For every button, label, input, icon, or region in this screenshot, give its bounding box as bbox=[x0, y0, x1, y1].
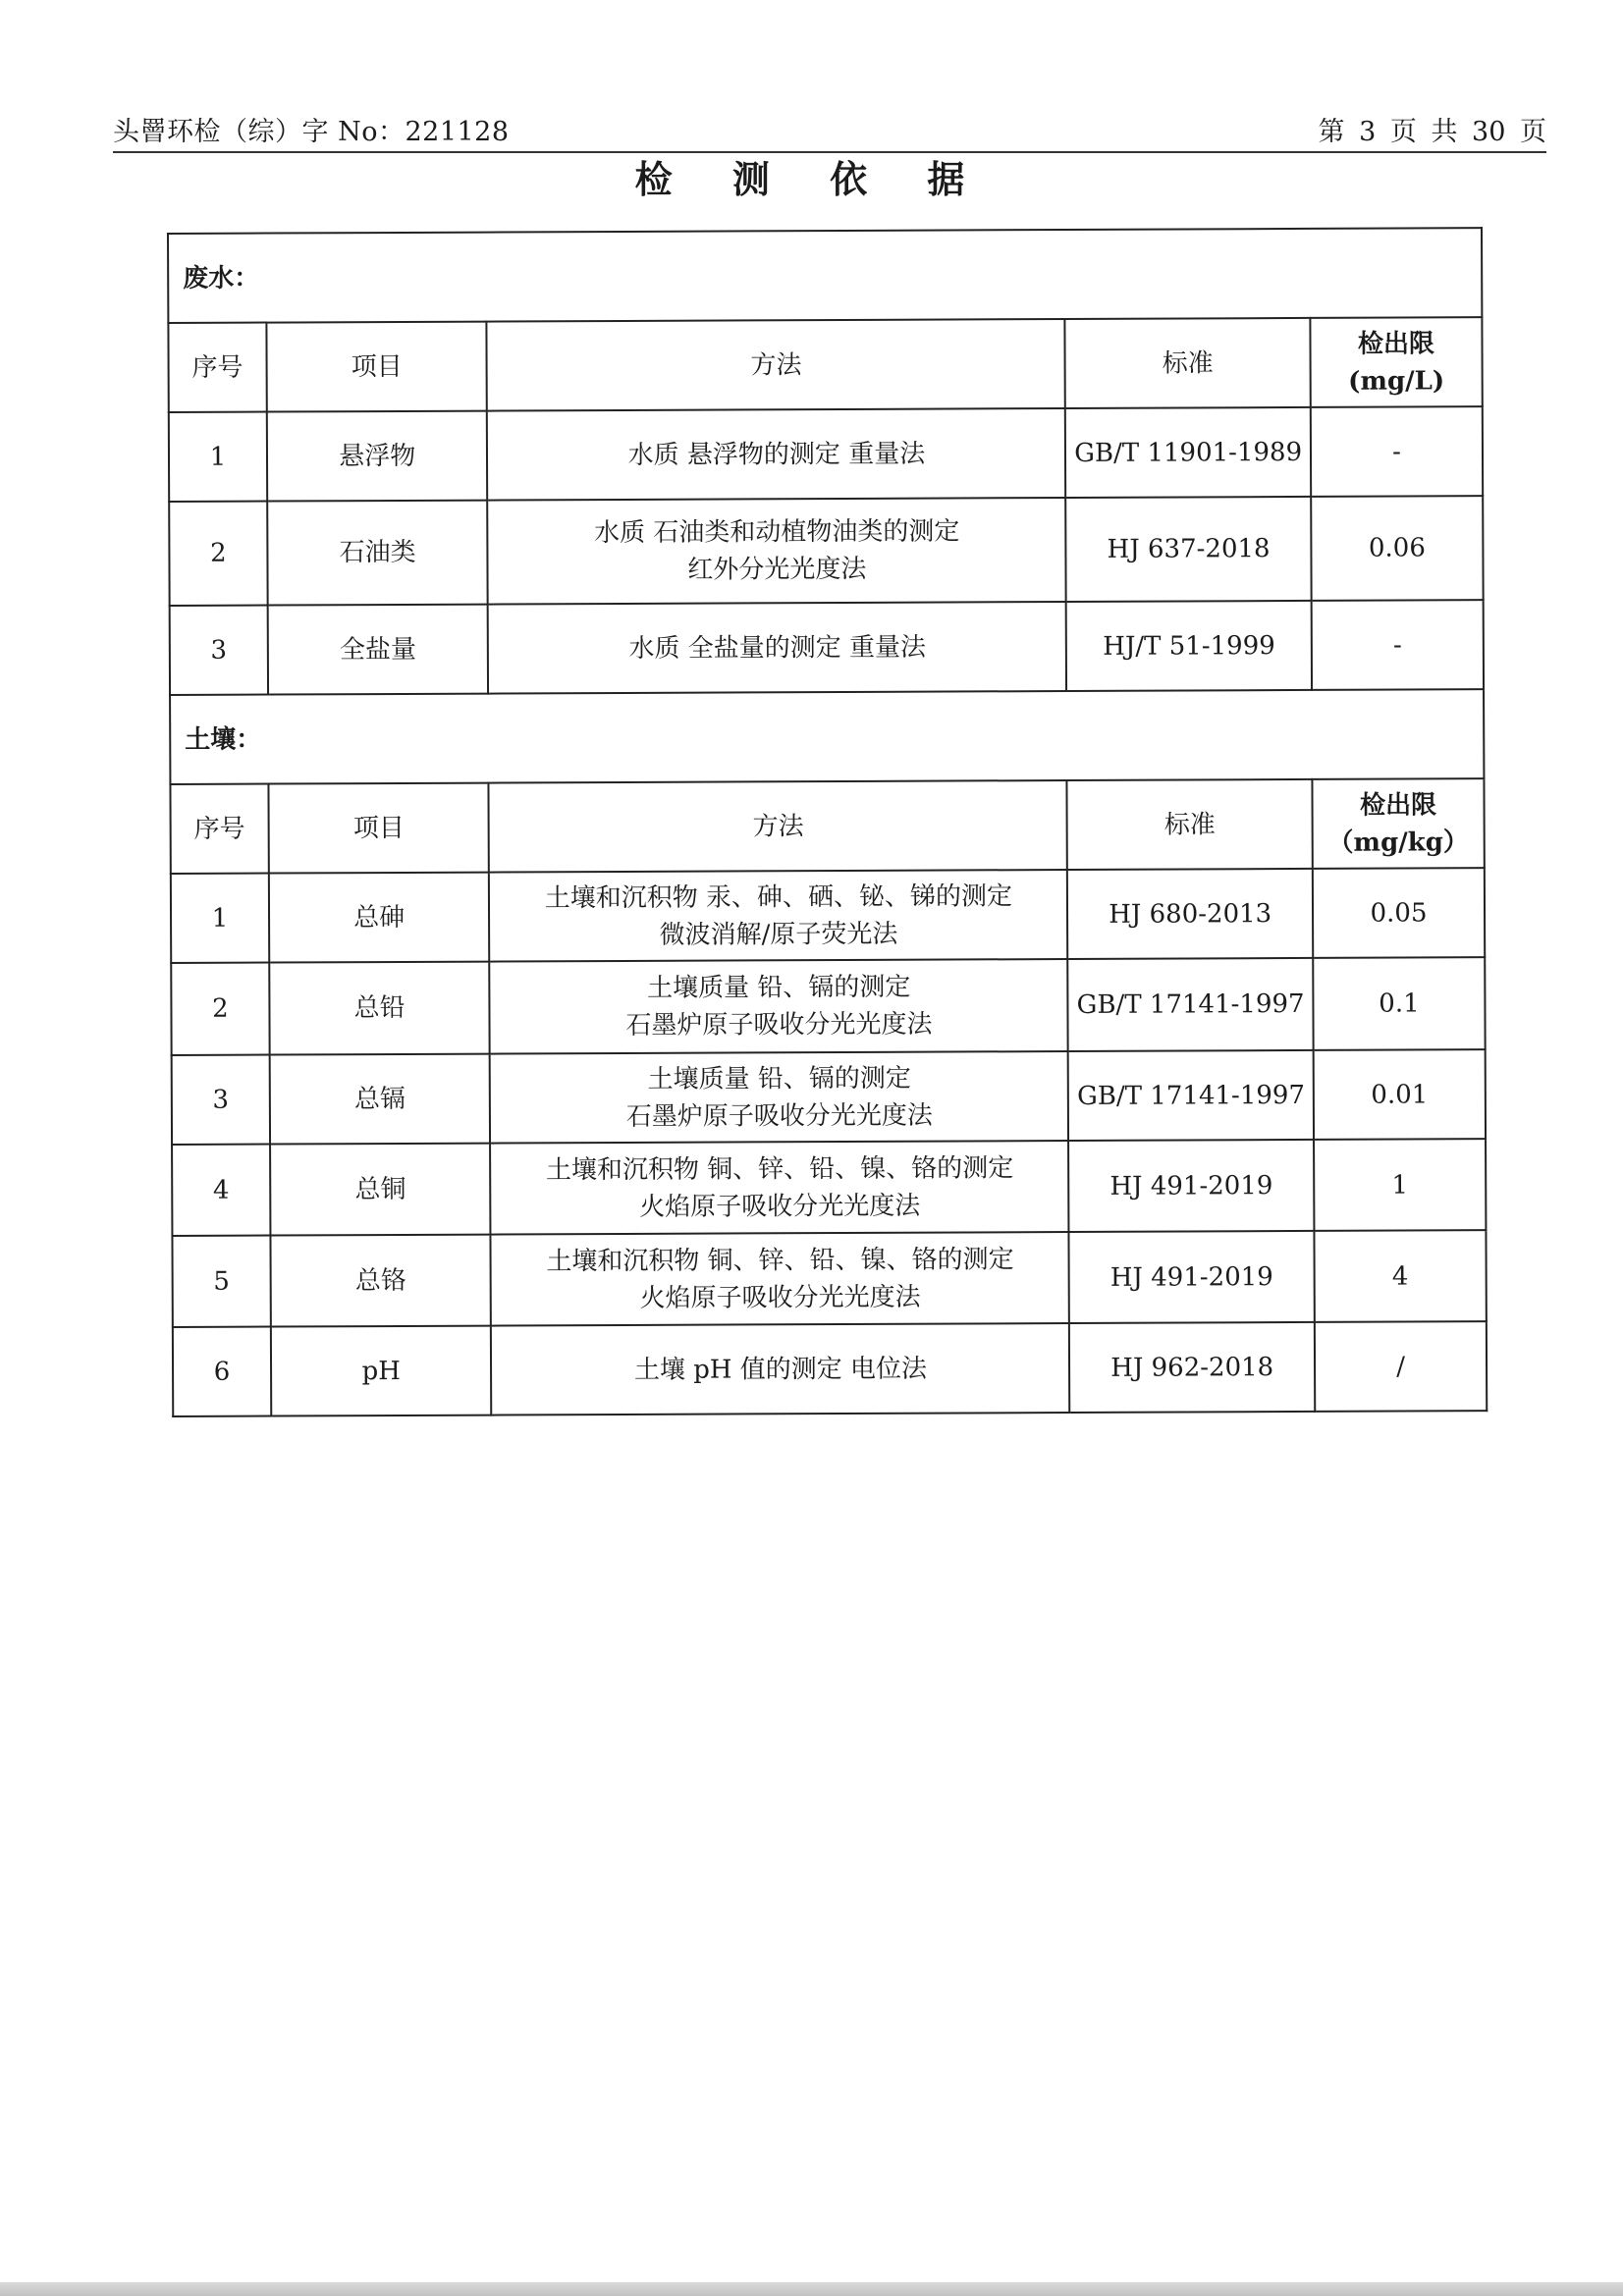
header-row-soil bbox=[170, 778, 1484, 874]
limit-header-unit: （mg/kg） bbox=[1327, 827, 1469, 858]
method-line: 土壤和沉积物 汞、砷、硒、铋、锑的测定 bbox=[544, 881, 1013, 913]
row-no: 2 bbox=[171, 963, 269, 1055]
row-method bbox=[491, 1323, 1069, 1415]
method-line: 水质 石油类和动植物油类的测定 bbox=[594, 516, 960, 549]
row-no: 2 bbox=[169, 502, 267, 606]
row-limit: 1 bbox=[1314, 1139, 1486, 1231]
row-item: 总铅 bbox=[269, 962, 490, 1055]
row-method bbox=[488, 498, 1066, 605]
column-header-standard: 标准 bbox=[1067, 779, 1313, 870]
row-limit: 4 bbox=[1314, 1230, 1486, 1322]
row-method bbox=[491, 1232, 1069, 1326]
table-row bbox=[171, 868, 1485, 963]
page-info: 第 3 页 共 30 页 bbox=[1318, 117, 1546, 147]
row-no: 4 bbox=[172, 1145, 270, 1236]
row-method bbox=[491, 1141, 1069, 1235]
row-standard: HJ 962-2018 bbox=[1069, 1322, 1315, 1413]
row-standard: GB/T 17141-1997 bbox=[1068, 958, 1314, 1051]
row-limit: / bbox=[1315, 1321, 1487, 1412]
method-line: 火焰原子吸收分光光度法 bbox=[639, 1282, 921, 1313]
method-line: 土壤和沉积物 铜、锌、铅、镍、铬的测定 bbox=[545, 1152, 1014, 1185]
row-no: 5 bbox=[172, 1236, 270, 1327]
row-standard: HJ/T 51-1999 bbox=[1066, 601, 1312, 691]
section-row-soil bbox=[170, 689, 1484, 784]
row-method bbox=[488, 602, 1066, 694]
row-item: pH bbox=[271, 1326, 492, 1416]
row-no: 3 bbox=[170, 606, 268, 695]
table-row bbox=[172, 1049, 1486, 1145]
row-no: 3 bbox=[172, 1055, 270, 1145]
column-header-limit bbox=[1310, 317, 1482, 407]
row-item: 总铜 bbox=[270, 1144, 491, 1236]
table-row bbox=[172, 1139, 1486, 1236]
row-limit: 0.05 bbox=[1313, 868, 1485, 958]
column-header-limit bbox=[1312, 778, 1484, 869]
section-label-wastewater: 废水： bbox=[168, 228, 1482, 323]
table-row bbox=[169, 496, 1483, 606]
table-row bbox=[171, 957, 1485, 1055]
page-header bbox=[113, 116, 1546, 153]
method-line: 土壤质量 铅、镉的测定 bbox=[647, 972, 911, 1003]
row-standard: GB/T 11901-1989 bbox=[1065, 407, 1311, 498]
column-header-item: 项目 bbox=[266, 322, 487, 412]
row-item: 石油类 bbox=[267, 501, 488, 606]
method-line: 土壤质量 铅、镉的测定 bbox=[647, 1063, 911, 1095]
testing-basis-table bbox=[167, 227, 1488, 1417]
method-line: 火焰原子吸收分光光度法 bbox=[639, 1191, 921, 1222]
row-item: 全盐量 bbox=[268, 605, 489, 695]
row-item: 悬浮物 bbox=[267, 411, 488, 502]
row-limit: - bbox=[1311, 406, 1483, 497]
row-method bbox=[489, 870, 1067, 962]
row-method bbox=[487, 408, 1065, 501]
scan-edge bbox=[0, 2282, 1623, 2296]
row-limit: 0.01 bbox=[1314, 1049, 1486, 1140]
column-header-method: 方法 bbox=[489, 780, 1067, 873]
row-limit: - bbox=[1312, 600, 1484, 690]
method-line: 水质 全盐量的测定 重量法 bbox=[628, 632, 927, 664]
table-row bbox=[173, 1321, 1487, 1416]
row-standard: GB/T 17141-1997 bbox=[1068, 1050, 1314, 1141]
limit-header-label: 检出限 bbox=[1359, 789, 1437, 821]
column-header-no: 序号 bbox=[168, 323, 266, 412]
row-standard: HJ 491-2019 bbox=[1068, 1140, 1314, 1232]
row-limit: 0.1 bbox=[1313, 957, 1485, 1050]
section-label-soil: 土壤： bbox=[170, 689, 1484, 784]
method-line: 红外分光光度法 bbox=[687, 554, 867, 585]
column-header-method: 方法 bbox=[487, 319, 1065, 411]
row-method bbox=[490, 959, 1068, 1054]
row-no: 6 bbox=[173, 1327, 271, 1416]
column-header-standard: 标准 bbox=[1065, 318, 1311, 408]
method-line: 水质 悬浮物的测定 重量法 bbox=[627, 439, 926, 470]
column-header-no: 序号 bbox=[170, 784, 268, 874]
method-line: 土壤和沉积物 铜、锌、铅、镍、铬的测定 bbox=[546, 1244, 1014, 1276]
row-item: 总砷 bbox=[269, 873, 490, 963]
row-item: 总铬 bbox=[270, 1235, 491, 1327]
row-item: 总镉 bbox=[270, 1054, 491, 1145]
method-line: 土壤 pH 值的测定 电位法 bbox=[633, 1354, 928, 1385]
limit-header-label: 检出限 bbox=[1357, 328, 1435, 359]
column-header-item: 项目 bbox=[268, 783, 489, 874]
table-row bbox=[170, 600, 1484, 695]
row-no: 1 bbox=[169, 412, 267, 502]
row-standard: HJ 637-2018 bbox=[1066, 497, 1312, 602]
method-line: 石墨炉原子吸收分光光度法 bbox=[625, 1100, 933, 1132]
section-row-wastewater bbox=[168, 228, 1482, 323]
row-no: 1 bbox=[171, 874, 269, 963]
row-limit: 0.06 bbox=[1311, 496, 1483, 601]
method-line: 微波消解/原子荧光法 bbox=[659, 919, 898, 950]
method-line: 石墨炉原子吸收分光光度法 bbox=[625, 1009, 933, 1041]
page-title: 检 测 依 据 bbox=[634, 157, 989, 201]
row-standard: HJ 491-2019 bbox=[1069, 1231, 1315, 1323]
limit-header-unit: (mg/L) bbox=[1348, 365, 1445, 397]
row-method bbox=[490, 1051, 1068, 1144]
table-row bbox=[172, 1230, 1486, 1327]
document-number: 头罾环检（综）字 No：221128 bbox=[113, 117, 510, 147]
row-standard: HJ 680-2013 bbox=[1067, 869, 1313, 959]
table-row bbox=[169, 406, 1483, 502]
header-row-wastewater bbox=[168, 317, 1482, 412]
